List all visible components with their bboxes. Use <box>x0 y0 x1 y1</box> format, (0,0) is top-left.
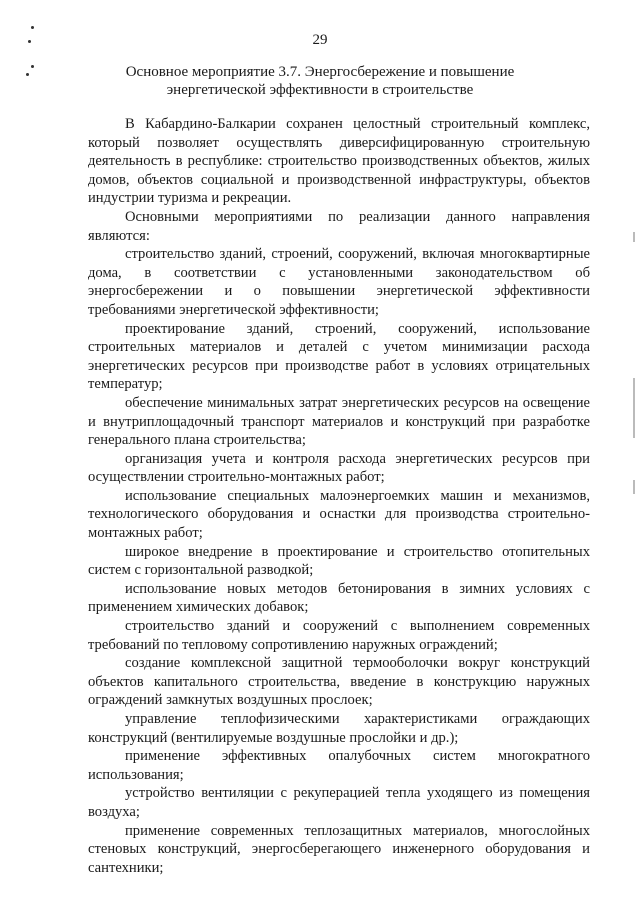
measure-item: применение современных теплозащитных материалов, многослойных стеновых конструкций, энергосберегающего инженерного оборудования и сантехники; <box>88 822 590 876</box>
measure-item: организация учета и контроля расхода энергетических ресурсов при осуществлении строительно-монтажных работ; <box>88 450 590 486</box>
scan-dot-mark <box>31 65 34 68</box>
scan-dot-mark <box>31 26 34 29</box>
measure-item: строительство зданий и сооружений с выполнением современных требований по тепловому сопротивлению наружных ограждений; <box>88 618 590 653</box>
page-number: 29 <box>312 32 328 48</box>
section-heading-line-1: Основное мероприятие 3.7. Энергосбережение и повышение <box>125 64 515 80</box>
scan-edge-mark <box>633 232 635 242</box>
measure-item: устройство вентиляции с рекуперацией тепла уходящего из помещения воздуха; <box>88 785 590 820</box>
intro-paragraph: В Кабардино-Балкарии сохранен целостный строительный комплекс, который позволяет осуществлять диверсифицированную строительную деятельность в республике: строительство производственных объектов, жилых домов, объектов социальной и производственной инфраструктуры, объектов индустрии туризма и рекреации. <box>88 116 590 207</box>
measure-item: использование специальных малоэнергоемких машин и механизмов, технологического оборудования и оснастки для производства строительно-монтажных работ; <box>88 487 590 542</box>
section-heading <box>110 63 530 99</box>
body-text <box>88 115 590 877</box>
measure-item: управление теплофизическими характеристиками ограждающих конструкций (вентилируемые воздушные прослойки и др.); <box>88 711 590 746</box>
measure-item: обеспечение минимальных затрат энергетических ресурсов на освещение и внутриплощадочный транспорт материалов и конструкций при разработке генерального плана строительства; <box>88 394 590 449</box>
measure-item: широкое внедрение в проектирование и строительство отопительных систем с горизонтальной разводкой; <box>88 543 590 579</box>
scan-dot-mark <box>26 73 29 76</box>
measure-item: строительство зданий, строений, сооружений, включая многоквартирные дома, в соответствии с установленными законодательством об энергосбережении и о повышении энергетической эффективности требованиями энергетической эффективности; <box>88 246 590 318</box>
measure-item: создание комплексной защитной термооболочки вокруг конструкций объектов капитального строительства, введение в конструкцию наружных ограждений замкнутых воздушных прослоек; <box>88 655 590 709</box>
scan-edge-mark <box>633 378 635 438</box>
measures-lead-paragraph: Основными мероприятиями по реализации данного направления являются: <box>88 208 590 244</box>
measure-item: применение эффективных опалубочных систем многократного использования; <box>88 748 590 783</box>
measure-item: использование новых методов бетонирования в зимних условиях с применением химических добавок; <box>88 580 590 616</box>
scan-edge-mark <box>633 480 635 494</box>
section-heading-line-2: энергетической эффективности в строительстве <box>166 82 474 98</box>
measure-item: проектирование зданий, строений, сооружений, использование строительных материалов и деталей с учетом минимизации расхода энергетических ресурсов при производстве работ в условиях отрицательных температур; <box>88 320 590 393</box>
